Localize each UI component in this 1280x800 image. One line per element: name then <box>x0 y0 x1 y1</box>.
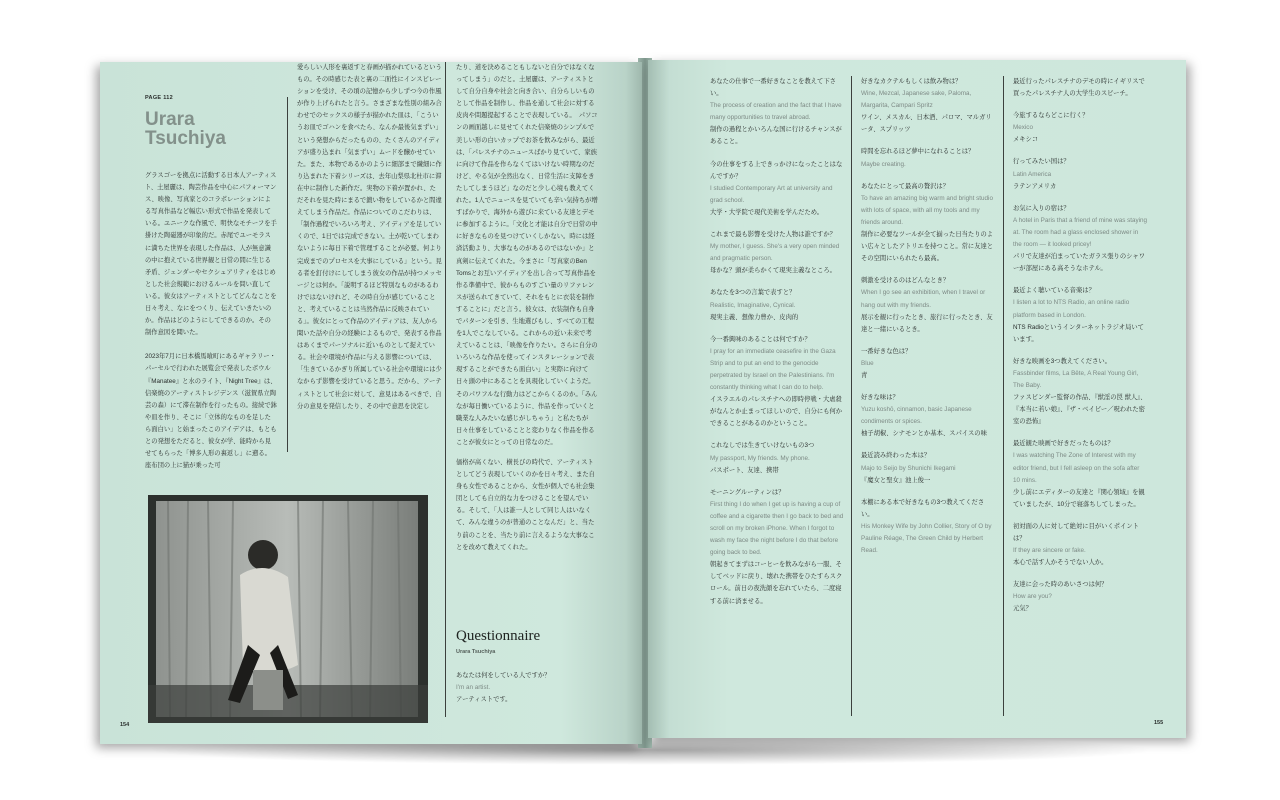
qa-item: 最近観た映画で好きだったものは？ I was watching The Zone of Interest with my editor friend, but I fell asleep on the sofa after 10 mins. 少し前にエディターの友達と『関心領域』を観ていましたが、10分で寝落ちしてしまった。 <box>1013 440 1145 508</box>
qa-item: これまで最も影響を受けた人物は誰ですか？ My mother, I guess. She's a very open minded and pragmatic person. 母かな？頭が柔らかくて現実主義なところ。 <box>710 231 840 275</box>
questionnaire-title: Questionnaire <box>456 628 541 644</box>
questionnaire-subtitle: Urara Tsuchiya <box>456 649 496 655</box>
qa-item: 最近行ったパレスチナのデモの時にイギリスで買ったパレスチナ人の大学生のスピーチ。 <box>1013 78 1145 98</box>
qa-item: 一番好きな色は？ Blue 青 <box>861 347 912 379</box>
qa-item: これなしでは生きていけないもの3つ My passport, My friends. My phone. パスポート、友達、携帯 <box>710 442 815 474</box>
qa-item: 初対面の人に対して絶対に目がいくポイントは？ If they are sincere or fake. 本心で話す人かそうでない人か。 <box>1013 522 1139 567</box>
bio-paragraph-1: グラスゴーを拠点に活動する日本人アーティスト、土屋麗は、陶芸作品を中心にパフォーマンス、映像、写真家とのコラボレーションによる写真作品など幅広い形式で作品を発表している。ユニークな作風で、明快なモチーフを手掛けた陶磁器が印象的だ。赤尾でユーモラスに満ちた世界を表現した作品は、人が無意識の中に抱えている世界観と日常の間に生じる矛盾、ジェンダーやセクシュアリティをはじめとした社会規範におけるルールを問い直している。彼女はアーティストとしてどんなことを日々考え、なにをつくり、伝えていきたいのか。作品はどのようにしてできるのか。その制作意図を聞いた。 <box>145 172 277 337</box>
body-column-3 <box>456 62 598 562</box>
qa-item: 本棚にある本で好きなもの3つ教えてください。 His Monkey Wife by John Collier, Story of O by Pauline Réage, The Green Child by Herbert Read. <box>861 498 992 555</box>
artist-photo <box>148 495 428 723</box>
qa-item: モーニングルーティンは？ First thing I do when I get up is having a cup of coffee and a cigarette then I go back to bed and scroll on my broken iPhone. When I forgot to wash my face the night before I do that before going back to bed. 朝起きてまずはコーヒーを飲みながら一服、そしてベッドに戻り、壊れた携帯をひたすらスクロール。前日の夜洗顔を忘れていたら、二度寝する前に済ませる。 <box>710 488 844 605</box>
qa-item: 友達に会った時のあいさつは何？ How are you? 元気？ <box>1013 581 1108 613</box>
bio-paragraph-2: 2023年7月に日本橋馬喰町にあるギャラリー・パーセルで行われた展覧会で発表したボウル『Manatee』と水のライト、『Night Tree』は、信楽焼のアーティストレジデンス（滋賀県立陶芸の森）にて滞在制作を行ったもの。接続で鉢や皿を作り、そこに「立体的なものを足したら面白い」と始まったこのアイデアは、もともとの発想をただると、彼女が学、能時から見せてもらった「博多人形の裏返し」に遡る。座布団の上に猫が乗った可 <box>145 353 277 470</box>
qa-item: 最近読み終わった本は？ Majo to Seijo by Shunichi Ikegami 『魔女と聖女』池上俊一 <box>861 452 956 484</box>
right-page <box>648 60 1186 738</box>
qa-item: 今旅するならどこに行く？ Mexico メキシコ <box>1013 112 1089 144</box>
qa-item: お気に入りの宿は？ A hotel in Paris that a friend of mine was staying at. The room had a glass enclosed shower in the room — it looked pricey! パリで友達が泊まっていたガラス張りのシャワーが部屋にある高そうなホテル。 <box>1013 204 1148 273</box>
qa-item: 最近よく聴いている音楽は？ I listen a lot to NTS Radio, an online radio platform based in London. NTS Radioというインターネットラジオ局いています。 <box>1013 287 1144 343</box>
column-divider <box>851 76 852 716</box>
left-page <box>100 62 642 744</box>
qa-item: あなたを3つの言葉で表すと？ Realistic, Imaginative, Cynical. 現実主義、想像力豊か、皮肉的 <box>710 289 799 321</box>
article-title: Urara Tsuchiya <box>145 109 226 149</box>
page-label: PAGE 112 <box>145 95 173 101</box>
qa-item: 今の仕事をする上できっかけになったことはなんですか？ I studied Contemporary Art at university and grad school. 大学・大学院で現代美術を学んだため。 <box>710 160 843 216</box>
qa-column-2 <box>861 76 996 567</box>
body-paragraph: たり、道を決めることもしないと自分ではなくなってしまう」のだと。土屋麗は、アーティストとして自分自身や社会と向き合い、自分らしいものとして作品を制作し、作品を通して社会に対する皮肉や問題提起することで表現している。 パソコンの画面越しに見せてくれた信楽焼のシンプルで美しい形の白いカップでお茶を飲みながら、最近は、「パレスチナのニュースばかり見ていて、家族に向けて作品を作らなくてはいけない時期なのだけど、やる気が全然出なく、日常生活に支障をきたしてしまうほど」なのだと少し心境も教えてくれた。1人でニュースを見ていても辛い気持ちが増すばかりで、海外から遊びに来ている友達とデモに参加するように。「文化と才能は自分で日常の中に好きなものを見つけていくしかない。時には経済活動より、大事なものがあるのではないか」と真剣に伝えてくれた。今まさに「写真家のBen Tomsとお互いアイディアを出し合って写真作品を作る準備中で、彼からものすごい量のリファレンスが送られてきていて、それをもとに衣装を制作することに」だと言う。彼女は、衣装制作も自身でパターンを引き、生地選びもし、すべての工程を1人でこなしている。これからの近い未来で考えていることは、「映像を作りたい。さらに自分のいろいろな作品を使ってインスタレーションで表現することができたら面白い」と実際に向けて日々頭の中にあることを具現化していくようだ。そのパワフルな行動力はどこからくるのか。「みんなが毎日働いているように、作品を作っていくと職業な人みたいな感じがしちゃう」と私たちが日々仕事をしていることと変わりなく作品を作ることが彼女にとっての日常なのだ。 <box>456 64 598 446</box>
body-paragraph: 愛らしい人形を裏返すと春画が描かれているというもの。その時感じた表と裏の二面性にインスピレーションを受け、その頃の記憶から少しずつ今の作風が作り上げられたと言う。さまざまな性別の組み合わせでのセックスの様子が描かれた皿は、「こういうお皿でゴハンを食べたら、なんか最後気まずい」という発想からだったものの、たくさんのアイディアが盛り込まれ「気まずい」ムードを醸かせていた。また、本物であるかのように細部まで繊細に作り込まれた下着シリーズは、去年山梨県北杜市に滞在中に制作した新作だ。実物の下着が置かれ、ただそれを見た時にまるで鍛い物をしているかと間違えてしまう作品だ。作品についてのこだわりは、「制作過程でいろいろ考え、アイディアを足していくので、1日では完成できない。土が乾いてしまわないように毎日下着で管理することが必要。何より完成までのプロセスを大事にしている」という。見る者を釘付けにしてしまう彼女の作品が持つメッセージとは何か。「説明するほど特別なものがあるわけではないけれど、その時自分が感じていることと、考えていることは当然作品に反映されている」。彼女にとって作品のアイディアは、友人から聞いた話や自分の経験によるもので、発表する作品はあくまでパーソナルに近いものとして捉えている。社会や環境が作品に与える影響については、「生きているかぎり所属している社会や環境には少なからず影響を受けていると思う。だから、アーティストとして社会に対して、意見はあるべきで、自分の意見を発信したり、その中で意思を決定し <box>297 64 442 410</box>
questionnaire-start: あなたは何をしている人ですか？ I'm an artist. アーティストです。 <box>456 672 551 704</box>
qa-item: 刺激を受けるのはどんなとき？ When I go see an exhibition, when I travel or hang out with my friends. 展示を観に行ったとき、旅行に行ったとき、友達と一緒にいるとき。 <box>861 277 993 333</box>
qa-item: 今一番興味のあることは何ですか？ I pray for an immediate ceasefire in the Gaza Strip and to put an end to the genocide perpetrated by Israel on the Palestinians. I'm constantly thinking what I can do to help. イスラエルのパレスチナへの即時停戦・大虐殺がなんとか止まってほしいので、自分にも何かできることがあるのかということ。 <box>710 335 843 428</box>
qa-item: あなたにとって最高の贅沢は？ To have an amazing big warm and bright studio with lots of space, with all my tools and my friends around. 制作に必要なツールが全て揃った日当たりのよい広々としたアトリエを持つこと。常に友達とその空間にいられたら最高。 <box>861 182 994 263</box>
qa-item: 時間を忘れるほど夢中になれることは？ Maybe creating. <box>861 148 975 168</box>
column-divider <box>1003 76 1004 716</box>
bio-column <box>145 170 277 480</box>
column-divider <box>287 97 288 452</box>
qa-item: 好きな味は？ Yuzu koshō, cinnamon, basic Japanese condiments or spices. 柚子胡椒、シナモンとか基本、スパイスの味 <box>861 394 987 438</box>
page-number-left: 154 <box>120 722 130 728</box>
body-column-2 <box>297 62 442 421</box>
qa-item: 好きなカクテルもしくは飲み物は？ Wine, Mezcal, Japanese sake, Paloma, Margarita, Campari Spritz ワイン、メスカル、日本酒、パロマ、マルガリータ、スプリッツ <box>861 78 992 134</box>
qa-column-3 <box>1013 76 1148 626</box>
qa-column-1 <box>710 76 845 618</box>
qa-item: あなたの仕事で一番好きなことを教えて下さい。 The process of creation and the fact that I have many opportunities to travel abroad. 制作の過程とかいろんな国に行けるチャンスがあること。 <box>710 78 842 146</box>
body-paragraph: 価格が高くない、横長びの時代で、アーティストとしてどう表現していくのかを日々考え、また自身も女性であることから、女性が個人でも社会集団としても自立的な力をつけることを望んでいる。そして、「人は誰一人として同じ人はいなくて、みんな違うのが普通のことなんだ」と、当たり前のことを、当たり前に言えるような大事なことを改めて教えてくれた。 <box>456 459 595 551</box>
qa-item: 行ってみたい国は？ Latin America ラテンアメリカ <box>1013 158 1070 190</box>
qa-item: 好きな映画を3つ教えてください。 Fassbinder films, La Bête, A Real Young Girl, The Baby. ファスビンダー監督の作品、『獣淫の罠 獣人』、『本当に若い娘』、『ザ・ベイビー／呪われた密室の恐怖』 <box>1013 357 1147 426</box>
column-divider <box>445 62 446 717</box>
page-number-right: 155 <box>1154 720 1164 726</box>
